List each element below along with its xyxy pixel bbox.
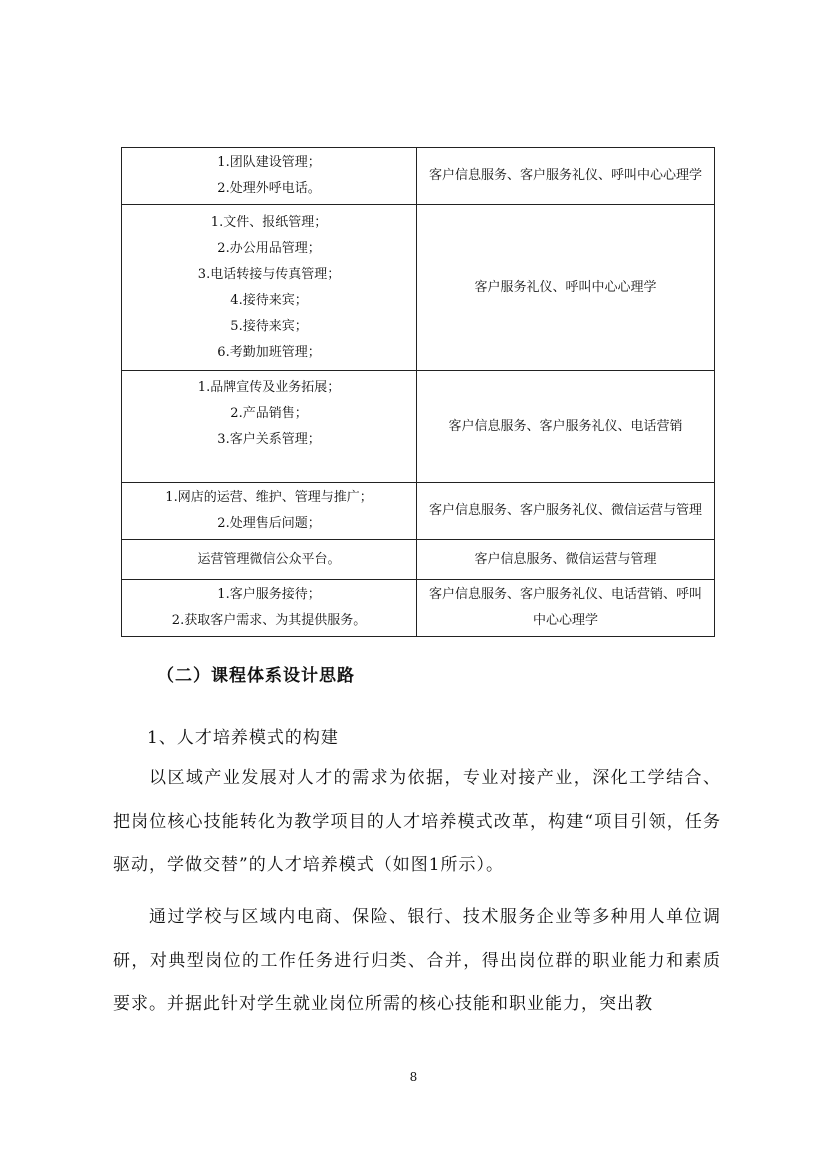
duties-cell xyxy=(122,371,417,483)
duty-line: 2.处理售后问题； xyxy=(217,516,321,531)
courses-cell: 客户信息服务、客户服务礼仪、微信运营与管理 xyxy=(417,483,715,540)
courses-cell: 客户信息服务、微信运营与管理 xyxy=(417,540,715,580)
duties-cell xyxy=(122,580,417,637)
subsection-heading: 1、人才培养模式的构建 xyxy=(147,728,339,748)
courses-cell: 客户信息服务、客户服务礼仪、电话营销、呼叫中心心理学 xyxy=(417,580,715,637)
duty-line: 1.团队建设管理； xyxy=(217,155,321,170)
table-row xyxy=(122,205,715,371)
courses-cell: 客户信息服务、客户服务礼仪、呼叫中心心理学 xyxy=(417,148,715,205)
job-course-table xyxy=(121,147,715,637)
duty-line: 4.接待来宾； xyxy=(230,292,308,308)
table-row xyxy=(122,580,715,637)
duties-cell xyxy=(122,205,417,371)
duty-line: 1.品牌宣传及业务拓展； xyxy=(197,380,341,395)
duty-line: 运营管理微信公众平台。 xyxy=(197,551,341,567)
courses-cell: 客户服务礼仪、呼叫中心心理学 xyxy=(417,205,715,371)
table-row xyxy=(122,148,715,205)
duty-line: 2.获取客户需求、为其提供服务。 xyxy=(171,613,367,628)
table-row xyxy=(122,371,715,483)
courses-cell: 客户信息服务、客户服务礼仪、电话营销 xyxy=(417,371,715,483)
duty-line: 2.办公用品管理； xyxy=(217,240,321,256)
duties-cell xyxy=(122,148,417,205)
duty-line: 5.接待来宾； xyxy=(230,318,308,334)
duty-line: 1.客户服务接待； xyxy=(217,587,321,602)
duty-line: 3.客户关系管理； xyxy=(217,432,321,447)
duty-line: 2.处理外呼电话。 xyxy=(217,181,321,196)
section-heading: （二）课程体系设计思路 xyxy=(157,666,355,686)
duties-cell xyxy=(122,483,417,540)
duty-line: 1.网店的运营、维护、管理与推广； xyxy=(165,490,373,505)
duty-line: 1.文件、报纸管理； xyxy=(210,214,328,230)
duty-line: 3.电话转接与传真管理； xyxy=(197,266,341,282)
duty-line: 2.产品销售； xyxy=(230,406,308,421)
body-paragraph: 通过学校与区域内电商、保险、银行、技术服务企业等多种用人单位调研，对典型岗位的工作任务进行归类、合并，得出岗位群的职业能力和素质要求。并据此针对学生就业岗位所需的核心技能和职业能力，突出教 xyxy=(113,907,721,1014)
page-number: 8 xyxy=(409,1070,418,1084)
duties-cell xyxy=(122,540,417,580)
body-paragraph: 以区域产业发展对人才的需求为依据，专业对接产业，深化工学结合、把岗位核心技能转化为教学项目的人才培养模式改革，构建“项目引领，任务驱动，学做交替”的人才培养模式（如图1所示）。 xyxy=(113,768,721,875)
table-row xyxy=(122,483,715,540)
duty-line: 6.考勤加班管理； xyxy=(217,344,321,360)
table-row xyxy=(122,540,715,580)
